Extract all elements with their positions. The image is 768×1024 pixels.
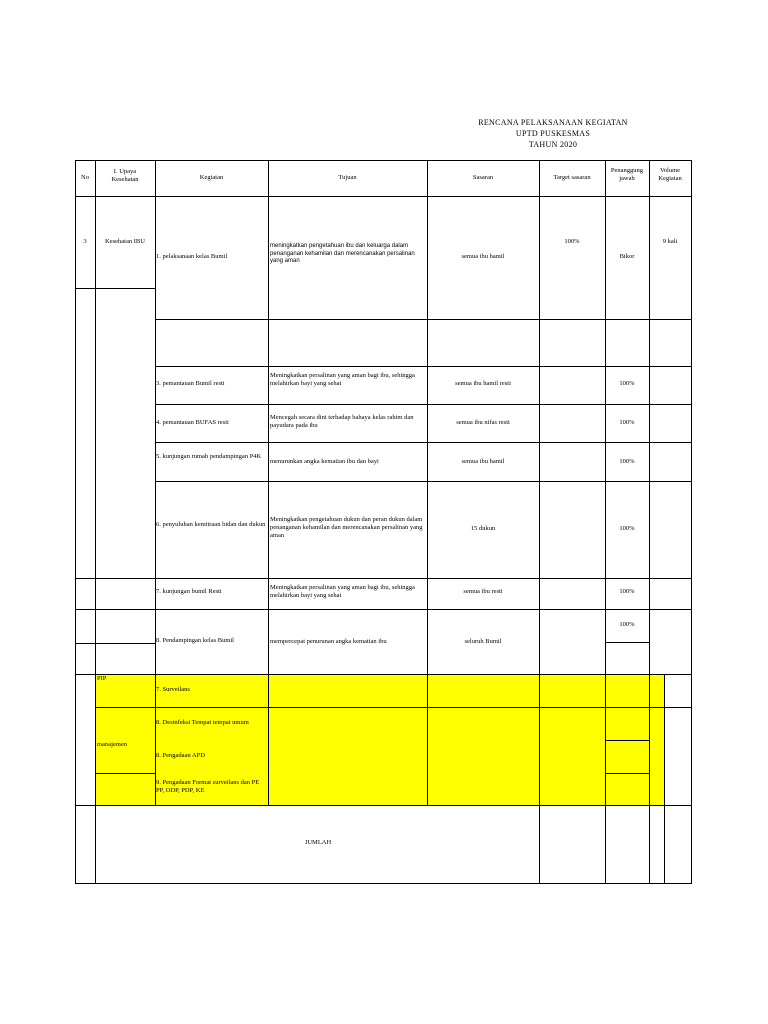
rule-header-bottom [75, 196, 692, 197]
rule-manajemen-sub [95, 773, 155, 774]
rule-row2-top [155, 319, 692, 320]
col-sep-target [605, 160, 606, 884]
row-7-tujuan: Meningkatkan persalinan yang aman bagi ibu, sehingga melahirkan bayi yang sehat [270, 584, 415, 599]
col-sep-upaya [155, 160, 156, 805]
pip-kegiatan: 7. Surveilans [156, 686, 190, 693]
row-5-kegiatan: 5. kunjungan rumah pendampingan P4K [156, 453, 262, 460]
manajemen-item-3: 9. Pengadaan Format surveilans dan PE PP, ODP, PDP, KE [156, 779, 260, 794]
row-6-pj: 100% [619, 525, 635, 532]
row-6-tujuan: Meningkatkan pengetahuan dukun dan peran dukun dalam penanganan kehamilan dan merencanakan persalinan yang aman [270, 516, 423, 539]
row-1-tujuan: meningkatkan pengetahuan ibu dan keluarga dalam penanganan kehamilan dan merencanakan persalinan yang aman [270, 243, 415, 264]
rule-pip-top [75, 674, 692, 675]
row-4-sasaran: semua ibu nifas resti [456, 419, 510, 426]
col-header-upaya: I. Upaya Kesehatan [111, 168, 139, 183]
row-5-sasaran: semua ibu hamil [461, 458, 505, 465]
row-1-sasaran: semua ibu hamil [461, 253, 505, 260]
col-sep-tujuan [427, 160, 428, 805]
row-4-pj: 100% [619, 419, 635, 426]
border-left [75, 160, 76, 884]
row-1-volume: 9 kali [662, 238, 678, 245]
title-line-1: RENCANA PELAKSANAAN KEGIATAN [478, 118, 628, 127]
col-header-volume: Volume Kegiatan [658, 167, 682, 182]
row-6-sasaran: 15 dukun [470, 525, 496, 532]
row-1-pj: Bikor [619, 253, 635, 260]
rule-row6-top [155, 481, 692, 482]
row-8-tujuan: mempercepat penurunan angka kematian ibu [270, 638, 387, 645]
rule-pip-bottom [95, 707, 692, 708]
row-8-pj: 100% [619, 621, 635, 628]
row-7-sasaran: semua ibu resti [463, 588, 503, 595]
row-4-tujuan: Mencegah secara dini terhadap bahaya kelas rahim dan payudara pada ibu [270, 414, 414, 429]
rule-manajemen-bottom [75, 805, 692, 806]
col-header-sasaran: Sasaran [472, 174, 494, 181]
row-8-kegiatan: 8. Pendampingan kelas Bumil [156, 637, 234, 644]
section-number: 3 [83, 238, 87, 245]
document-title [440, 117, 666, 150]
row-3-tujuan: Meningkatkan persalinan yang aman bagi ibu, sehingga melahirkan bayi yang sehat [270, 372, 415, 387]
rule-bottom [75, 883, 692, 884]
col-header-target: Target sasaran [553, 174, 591, 181]
rule-top [75, 160, 692, 161]
col-header-no: No [81, 174, 89, 181]
rule-pj-sub-2 [605, 740, 649, 741]
title-line-3: TAHUN 2020 [528, 140, 578, 149]
manajemen-item-2: 8. Pengadaan APD [156, 752, 205, 759]
row-3-sasaran: semua ibu hamil resti [455, 380, 511, 387]
manajemen-label: manajemen [97, 741, 127, 748]
row-4-kegiatan: 4. pemantauan BUFAS resti [156, 419, 229, 426]
rule-pj-sub-1 [605, 642, 649, 643]
rule-row5-top [155, 442, 692, 443]
col-header-tujuan: Tujuan [338, 174, 357, 181]
row-3-kegiatan: 3. pemantauan Bumil resti [156, 380, 225, 387]
col-header-kegiatan: Kegiatan [199, 174, 224, 181]
col-sep-volume-right [664, 674, 665, 884]
jumlah-label: JUMLAH [304, 839, 332, 846]
row-8-sasaran: seluruh Bumil [464, 638, 502, 645]
rule-left-sub-1 [75, 288, 155, 289]
row-7-pj: 100% [619, 588, 635, 595]
row-5-pj: 100% [619, 458, 635, 465]
row-3-pj: 100% [619, 380, 635, 387]
rule-pj-sub-3 [605, 773, 649, 774]
rule-row3-top [155, 366, 692, 367]
rule-left-sub-2 [75, 643, 155, 644]
rule-row4-top [155, 404, 692, 405]
row-6-kegiatan: 6. penyuluhan kemitraan bidan dan dukun [156, 521, 266, 528]
col-sep-no [95, 160, 96, 884]
row-1-target: 100% [564, 238, 580, 245]
manajemen-item-1: 8. Desinfeksi Tempat tempat umum [156, 719, 249, 726]
col-header-pj: Penanggung jawab [610, 167, 644, 182]
col-sep-pj [649, 160, 650, 884]
col-sep-sasaran [539, 160, 540, 884]
row-5-tujuan: menurunkan angka kematian ibu dan bayi [270, 458, 379, 465]
col-sep-kegiatan [268, 160, 269, 805]
row-1-kegiatan: 1. pelaksanaan kelas Bumil [156, 253, 228, 260]
border-right [691, 160, 692, 884]
pip-label: PIP [97, 675, 107, 682]
title-line-2: UPTD PUSKESMAS [515, 129, 591, 138]
rule-row8-top [75, 609, 692, 610]
section-upaya: Kesehatan IBU [105, 238, 145, 245]
rule-row7-top [75, 578, 692, 579]
row-7-kegiatan: 7. kunjungan bumil Resti [156, 588, 222, 595]
